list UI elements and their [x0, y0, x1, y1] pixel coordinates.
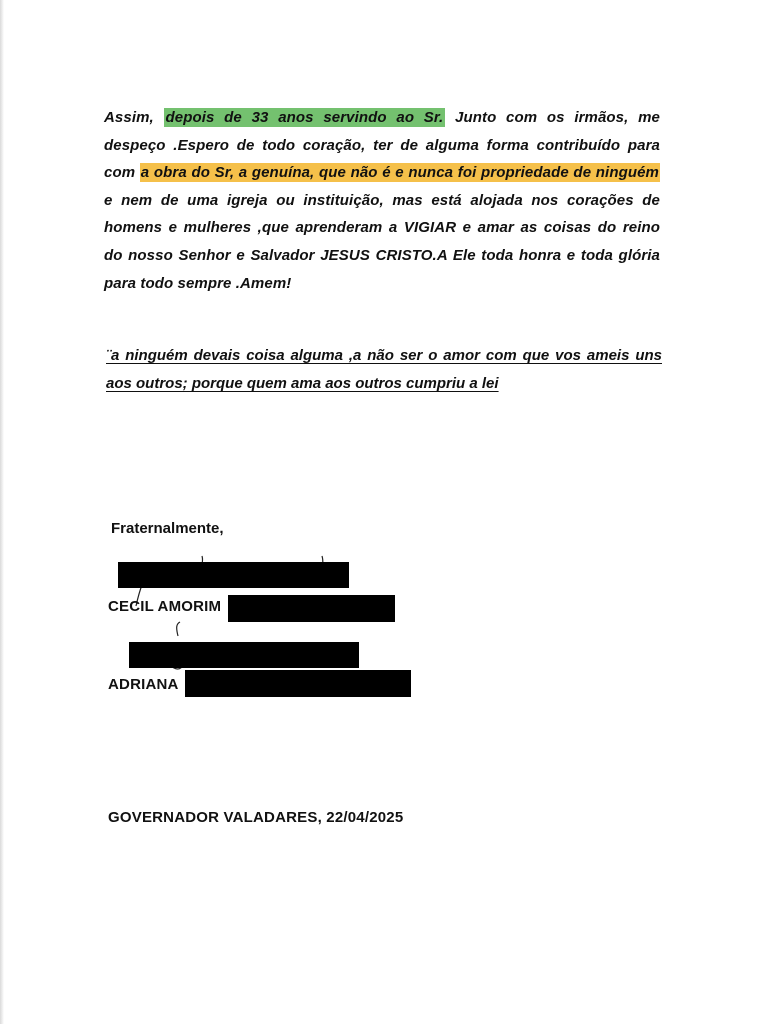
line-text: com	[104, 164, 140, 182]
signatory-name: CECIL AMORIM	[108, 598, 222, 615]
place-and-date: GOVERNADOR VALADARES, 22/04/2025	[108, 809, 404, 826]
redaction-bar	[129, 642, 359, 668]
line-text: Assim,	[104, 109, 164, 126]
paragraph-line: para todo sempre .Amem!	[104, 274, 292, 292]
redaction-bar	[185, 670, 411, 697]
paragraph-line: despeço .Espero de todo coração, ter de alguma forma contribuído para	[104, 136, 660, 154]
paragraph-line	[104, 104, 660, 132]
paragraph-line	[104, 159, 660, 187]
green-highlight: depois de 33 anos servindo ao Sr.	[165, 109, 444, 126]
redaction-bar	[118, 562, 349, 588]
orange-highlight: a obra do Sr, a genuína, que não é e nunca foi propriedade de ninguém	[140, 164, 659, 182]
redaction-bar	[228, 595, 395, 622]
quote-line: ¨a ninguém devais coisa alguma ,a não ser o amor com que vos ameis uns	[106, 347, 662, 364]
paragraph-line: homens e mulheres ,que aprenderam a VIGIAR e amar as coisas do reino	[104, 219, 660, 237]
closing-salutation: Fraternalmente,	[111, 520, 224, 537]
bible-quote	[106, 342, 662, 398]
scan-edge-shadow	[0, 0, 4, 1024]
line-text: Junto com os irmãos, me	[445, 109, 660, 126]
signatory-name: ADRIANA	[108, 676, 179, 693]
paragraph-line: e nem de uma igreja ou instituição, mas está alojada nos corações de	[104, 191, 660, 209]
paragraph-line: do nosso Senhor e Salvador JESUS CRISTO.A Ele toda honra e toda glória	[104, 246, 660, 264]
letter-paragraph	[104, 104, 660, 297]
quote-line: aos outros; porque quem ama aos outros cumpriu a lei	[106, 375, 499, 392]
